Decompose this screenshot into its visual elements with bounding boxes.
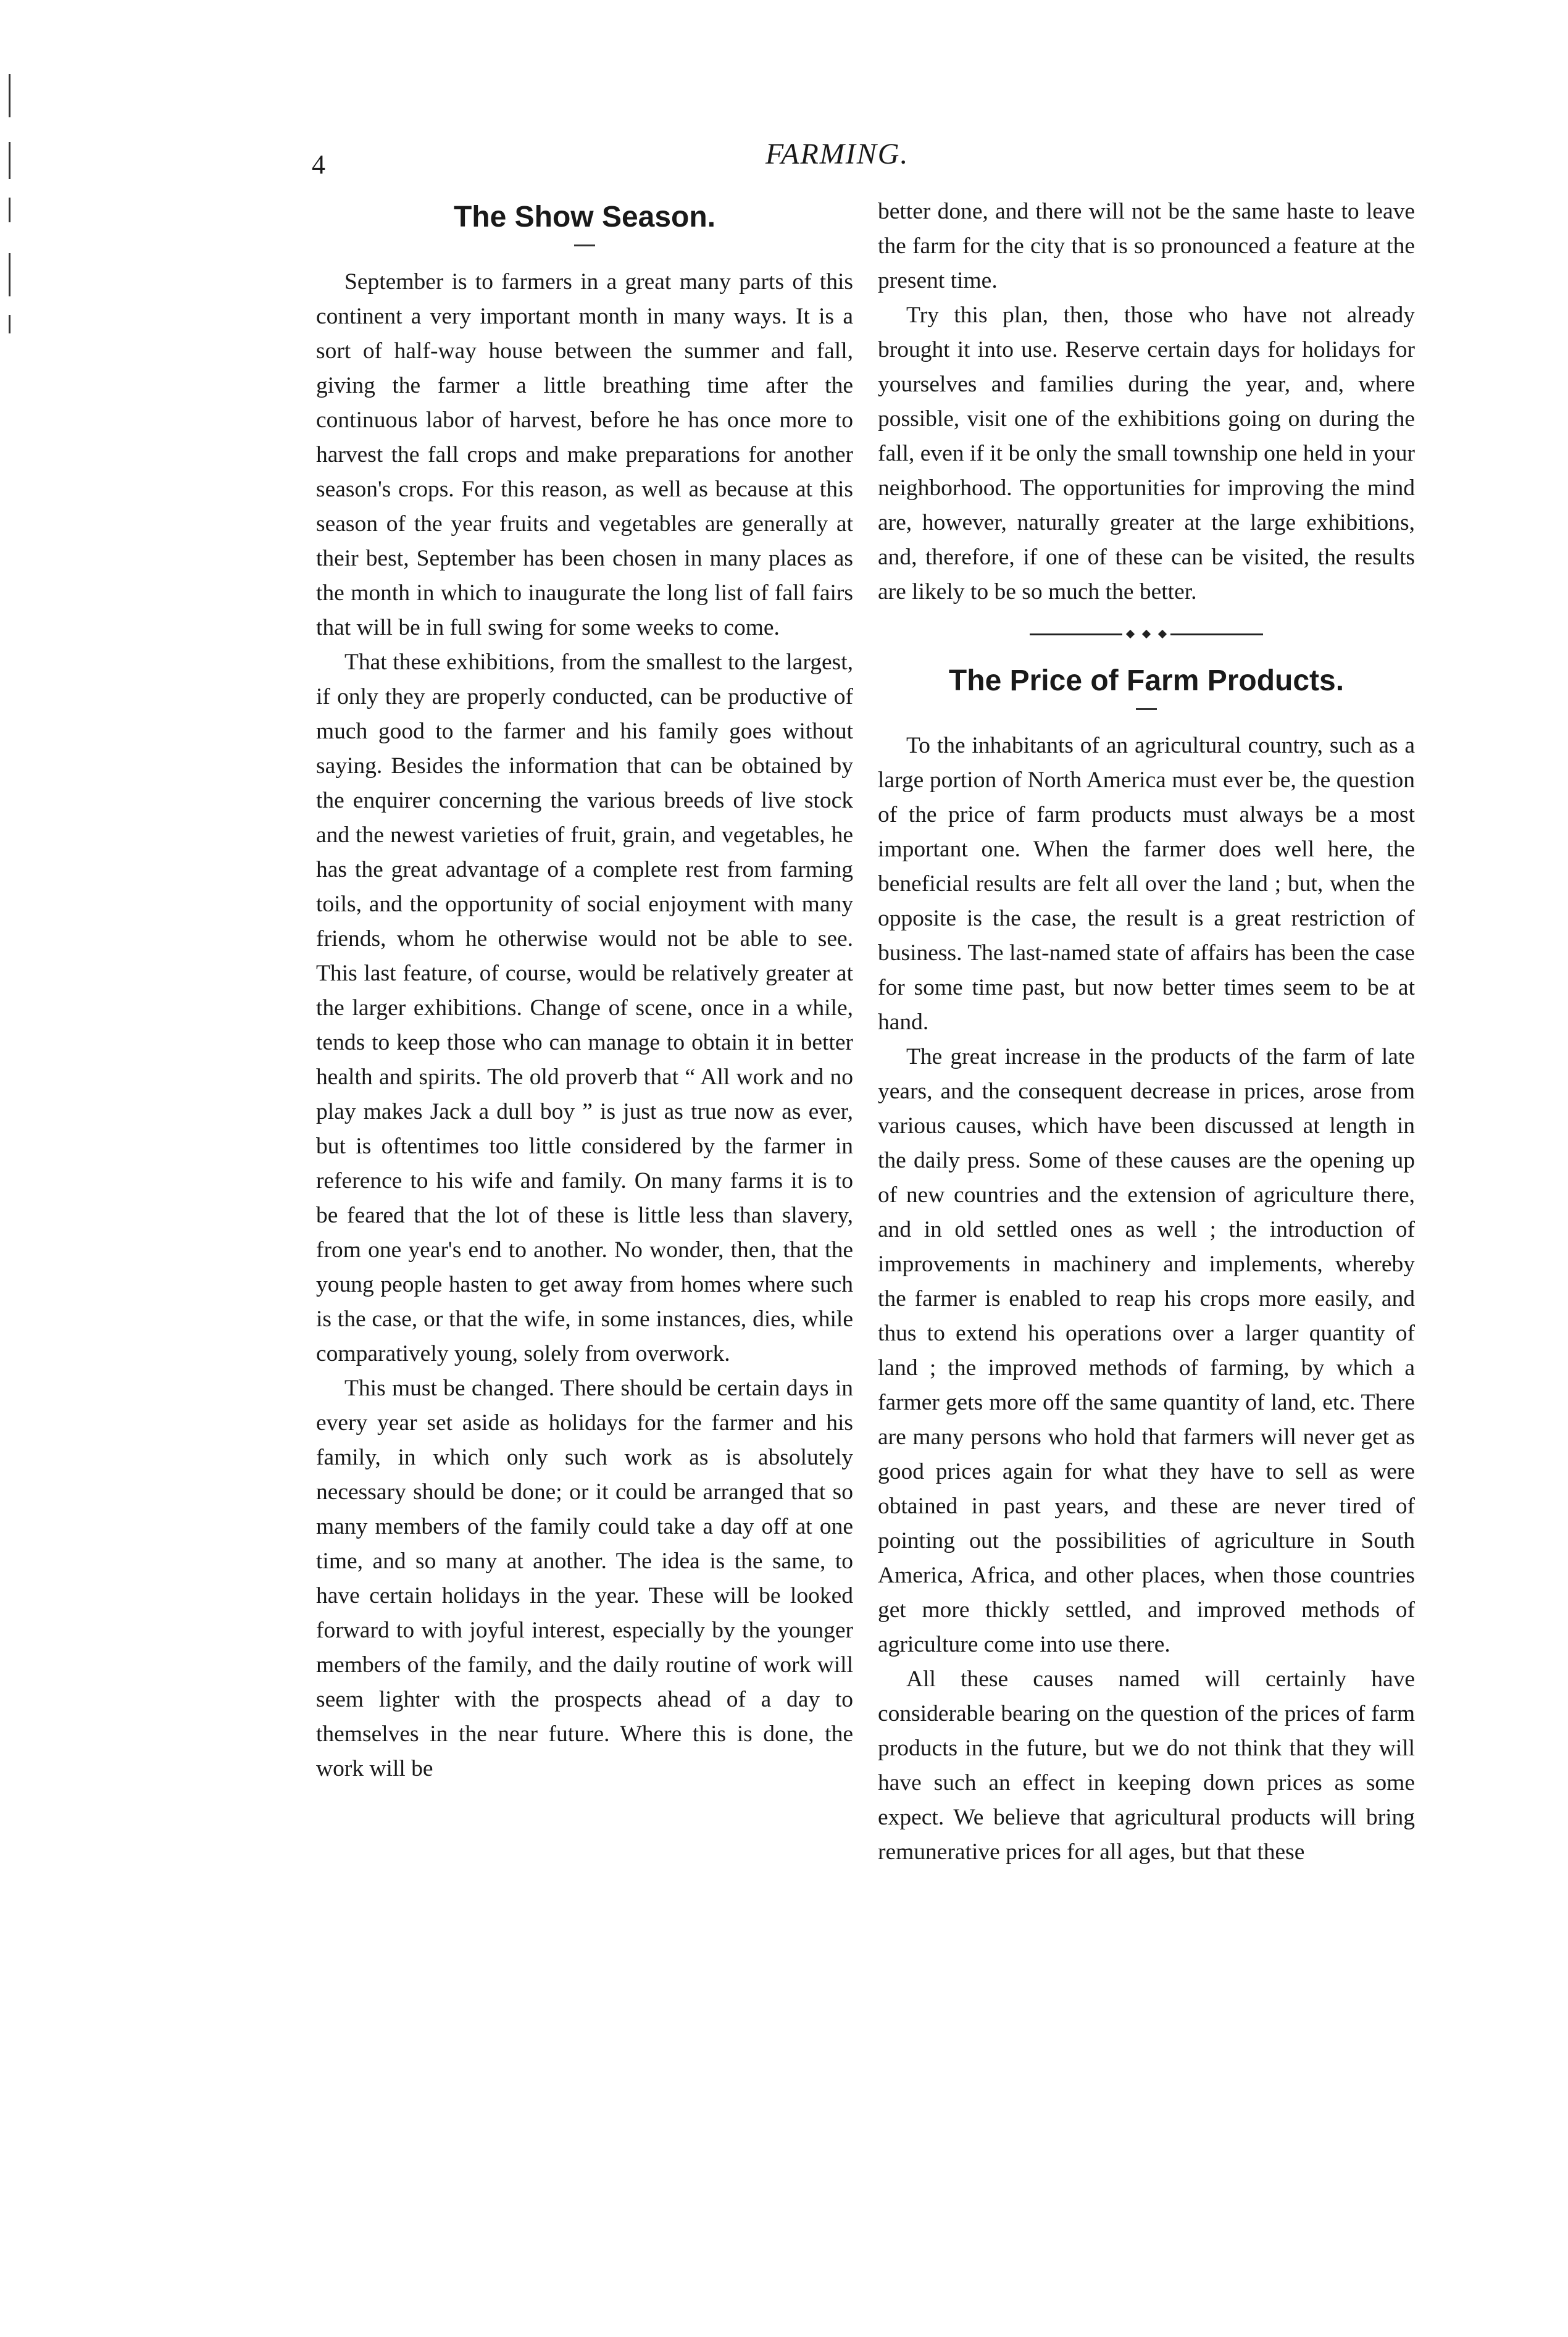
section-divider-ornament [878,628,1415,640]
paragraph: This must be changed. There should be certain days in every year set aside as holidays for the farmer and his family, in which only such work as is absolutely necessary should be done; or it could be arranged that so many members of the family could take a day off at one time, and so many at another. The idea is the same, to have certain holidays in the year. These will be looked forward to with joyful interest, especially by the younger members of the family, and the daily routine of work will seem lighter with the prospects ahead of a day to themselves in the near future. Where this is done, the work will be [316,1376,853,1781]
title-rule [574,245,595,246]
paragraph: Try this plan, then, those who have not already brought it into use. Reserve certain days for holidays for yourselves and families during the year, and, where possible, visit one of the exhibitions going on during the fall, even if it be only the small township one held in your neighborhood. The opportunities for improving the mind are, however, naturally greater at the large exhibitions, and, therefore, if one of these can be visited, the results are likely to be so much the better. [878,303,1415,604]
left-column [316,198,853,1786]
article-title-price-farm-products: The Price of Farm Products. [948,664,1345,697]
paragraph: better done, and there will not be the same haste to leave the farm for the city that is so pronounced a feature at the present time. [878,199,1415,293]
paragraph: All these causes named will certainly have considerable bearing on the question of the prices of farm products in the future, but we do not think that they will have such an effect in keeping down prices as some expect. We believe that agricultural products will bring remunerative prices for all ages, but that these [878,1666,1415,1865]
paragraph: September is to farmers in a great many parts of this continent a very important month in many ways. It is a sort of half-way house between the summer and fall, giving the farmer a little breathing time after the continuous labor of harvest, before he has once more to harvest the fall crops and make preparations for another season's crops. For this reason, as well as because at this season of the year fruits and vegetables are generally at their best, September has been chosen in many places as the month in which to inaugurate the long list of fall fairs that will be in full swing for some weeks to come. [316,269,853,640]
paragraph: To the inhabitants of an agricultural country, such as a large portion of North America must ever be, the question of the price of farm products must always be a most important one. When the farmer does well here, the beneficial results are felt all over the land ; but, when the opposite is the case, the result is a great restriction of business. The last-named state of affairs has been the case for some time past, but now better times seem to be at hand. [878,733,1415,1035]
article-title-show-season: The Show Season. [453,201,716,233]
page-number: 4 [312,149,325,180]
running-title: FARMING. [765,138,909,170]
right-column [878,194,1415,1870]
paragraph: The great increase in the products of the farm of late years, and the consequent decrease in prices, arose from various causes, which have been discussed at length in the daily press. Some of these causes are the opening up of new countries and the extension of agriculture there, and in old settled ones as well ; the introduction of improvements in machinery and implements, whereby the farmer is enabled to reap his crops more easily, and thus to extend his operations over a larger quantity of land ; the improved methods of farming, by which a farmer gets more off the same quantity of land, etc. There are many persons who hold that farmers will never get as good prices again for what they have to sell as were obtained in past years, and these are never tired of pointing out the possibilities of agriculture in South America, Africa, and other places, when those countries get more thickly settled, and improved methods of agriculture come into use there. [878,1044,1415,1657]
paragraph: That these exhibitions, from the smallest to the largest, if only they are properly conducted, can be productive of much good to the farmer and his family goes without saying. Besides the information that can be obtained by the enquirer concerning the various breeds of live stock and the newest varieties of fruit, grain, and vegetables, he has the great advantage of a complete rest from farming toils, and the opportunity of social enjoyment with many friends, whom he otherwise would not be able to see. This last feature, of course, would be relatively greater at the larger exhibitions. Change of scene, once in a while, tends to keep those who can manage to obtain it in better health and spirits. The old proverb that “ All work and no play makes Jack a dull boy ” is just as true now as ever, but is oftentimes too little considered by the farmer in reference to his wife and family. On many farms it is to be feared that the lot of these is little less than slavery, from one year's end to another. No wonder, then, that the young people hasten to get away from homes where such is the case, or that the wife, in some instances, dies, while comparatively young, solely from overwork. [316,650,853,1366]
title-rule [1136,708,1157,710]
margin-scan-marks [6,74,14,346]
